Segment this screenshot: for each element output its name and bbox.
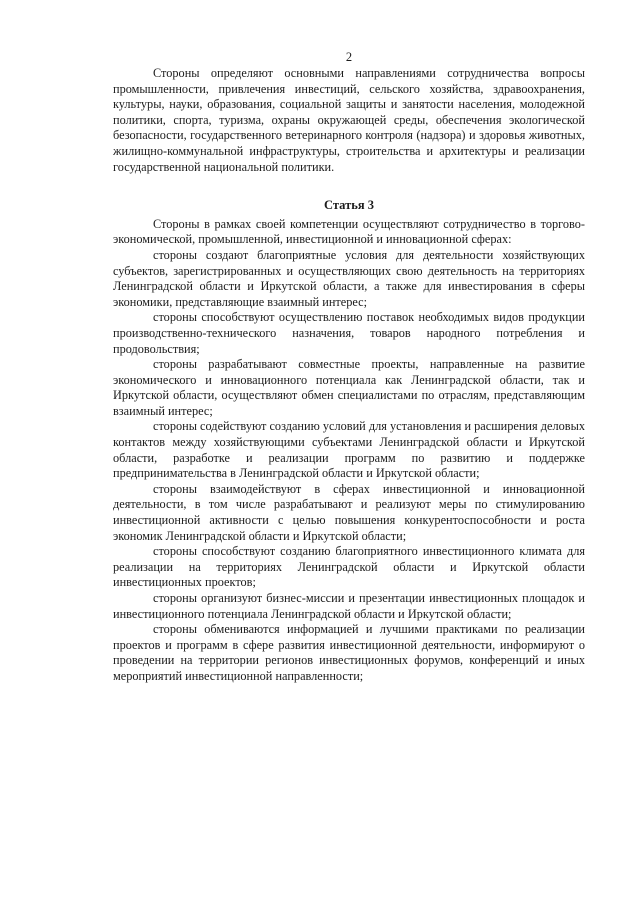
article-item: стороны разрабатывают совместные проекты, направленные на развитие экономического и инновационного потенциала как Ленинградской области, так и Иркутской области, осуществляют обмен специалистами по отраслям, представляющим взаимный интерес;: [113, 357, 585, 418]
article-item: стороны содействуют созданию условий для установления и расширения деловых контактов между хозяйствующими субъектами Ленинградской области и Иркутской области, разработке и реализации программ по развитию и поддержке предпринимательства в Ленинградской области и Иркутской области;: [113, 419, 585, 481]
document-page: [113, 50, 585, 685]
article-items-list: [113, 248, 585, 685]
page-number: 2: [345, 50, 353, 64]
article-item: стороны обмениваются информацией и лучшими практиками по реализации проектов и программ в сфере развития инвестиционной деятельности, информируют о проведении на территории регионов инвестиционных форумов, конференций и иных мероприятий инвестиционной направленности;: [113, 622, 585, 683]
article-item: стороны взаимодействуют в сферах инвестиционной и инновационной деятельности, в том числе разрабатывают и реализуют меры по стимулированию инвестиционной активности с целью повышения конкурентоспособности и роста экономик Ленинградской области и Иркутской области;: [113, 481, 585, 543]
article-item: стороны способствуют созданию благоприятного инвестиционного климата для реализации на территориях Ленинградской области и Иркутской области инвестиционных проектов;: [113, 544, 585, 590]
article-lead-paragraph: Стороны в рамках своей компетенции осуществляют сотрудничество в торгово-экономической, промышленной, инвестиционной и инновационной сферах:: [113, 216, 585, 247]
intro-paragraph: Стороны определяют основными направлениями сотрудничества вопросы промышленности, привлечения инвестиций, сельского хозяйства, здравоохранения, культуры, науки, образования, социальной защиты и занятости населения, молодежной политики, спорта, туризма, охраны окружающей среды, обеспечения экологической безопасности, государственного ветеринарного контроля (надзора) и здоровья животных, жилищно-коммунальной инфраструктуры, строительства и архитектуры и реализации государственной национальной политики.: [113, 66, 585, 174]
article-heading: Статья 3: [324, 198, 374, 213]
article-item: стороны способствуют осуществлению поставок необходимых видов продукции производственно-технического назначения, товаров народного потребления и продовольствия;: [113, 310, 585, 356]
article-item: стороны создают благоприятные условия для деятельности хозяйствующих субъектов, зарегистрированных и осуществляющих свою деятельность на территориях Ленинградской области и Иркутской области, а также для инвестирования в сферы экономики, представляющие взаимный интерес;: [113, 247, 585, 309]
article-item: стороны организуют бизнес-миссии и презентации инвестиционных площадок и инвестиционного потенциала Ленинградской области и Иркутской области;: [113, 591, 585, 621]
